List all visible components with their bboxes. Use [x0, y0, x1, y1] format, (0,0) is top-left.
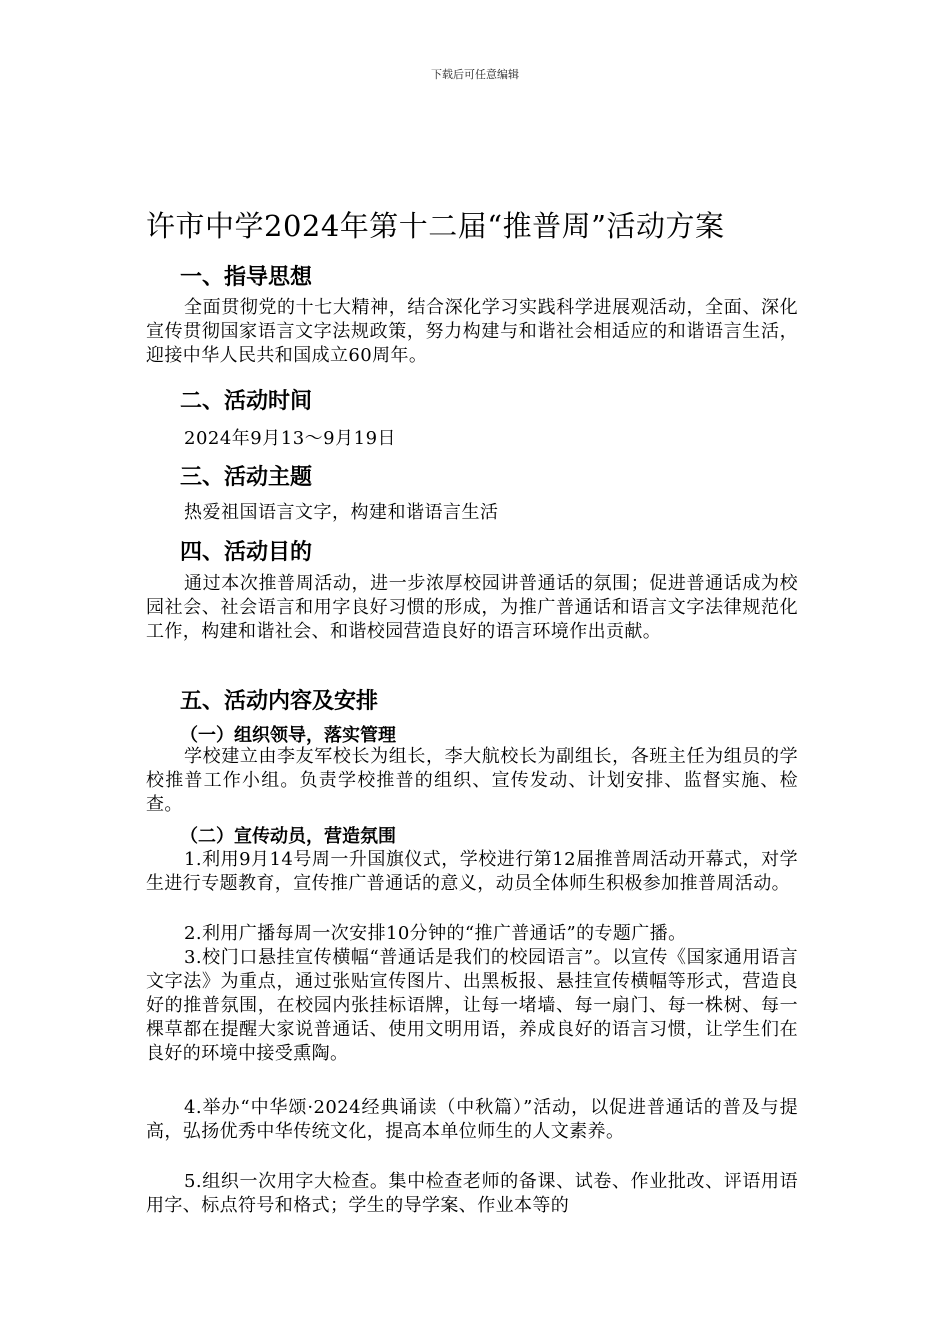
- section-body-4: 通过本次推普周活动，进一步浓厚校园讲普通话的氛围；促进普通话成为校园社会、社会语言和用字良好习惯的形成，为推广普通话和语言文字法律规范化工作，构建和谐社会、和谐校园营造良好的语言环境作出贡献。: [146, 573, 798, 642]
- subsection-heading-2: （二）宣传动员，营造氛围: [180, 826, 396, 847]
- section-body-1: 全面贯彻党的十七大精神，结合深化学习实践科学进展观活动，全面、深化宣传贯彻国家语言文字法规政策，努力构建与和谐社会相适应的和谐语言生活，迎接中华人民共和国成立60周年。: [146, 297, 798, 366]
- section-heading-3: 三、活动主题: [180, 465, 313, 490]
- section-body-3: 热爱祖国语言文字，构建和谐语言生活: [184, 502, 499, 523]
- list-item-1: 1.利用9月14号周一升国旗仪式，学校进行第12届推普周活动开幕式，对学生进行专题教育，宣传推广普通话的意义，动员全体师生积极参加推普周活动。: [146, 849, 798, 894]
- list-item-5: 5.组织一次用字大检查。集中检查老师的备课、试卷、作业批改、评语用语用字、标点符号和格式；学生的导学案、作业本等的: [146, 1171, 798, 1216]
- section-body-2: 2024年9月13～9月19日: [184, 428, 397, 449]
- section-heading-4: 四、活动目的: [180, 540, 313, 565]
- section-heading-5: 五、活动内容及安排: [180, 689, 379, 714]
- header-note: 下载后可任意编辑: [431, 68, 519, 81]
- section-heading-2: 二、活动时间: [180, 389, 313, 414]
- subsection-body-1: 学校建立由李友军校长为组长，李大航校长为副组长，各班主任为组员的学校推普工作小组。负责学校推普的组织、宣传发动、计划安排、监督实施、检查。: [146, 746, 798, 815]
- list-item-4: 4.举办“中华颂·2024经典诵读（中秋篇）”活动，以促进普通话的普及与提高，弘扬优秀中华传统文化，提高本单位师生的人文素养。: [146, 1097, 798, 1142]
- list-item-2: 2.利用广播每周一次安排10分钟的“推广普通话”的专题广播。: [184, 923, 687, 944]
- list-item-3: 3.校门口悬挂宣传横幅“普通话是我们的校园语言”。以宣传《国家通用语言文字法》为重点，通过张贴宣传图片、出黑板报、悬挂宣传横幅等形式，营造良好的推普氛围，在校园内张挂标语牌，让每一堵墙、每一扇门、每一株树、每一棵草都在提醒大家说普通话、使用文明用语，养成良好的语言习惯，让学生们在良好的环境中接受熏陶。: [146, 947, 798, 1064]
- subsection-heading-1: （一）组织领导，落实管理: [180, 725, 396, 746]
- document-title: 许市中学2024年第十二届“推普周”活动方案: [146, 209, 725, 243]
- section-heading-1: 一、指导思想: [180, 265, 313, 290]
